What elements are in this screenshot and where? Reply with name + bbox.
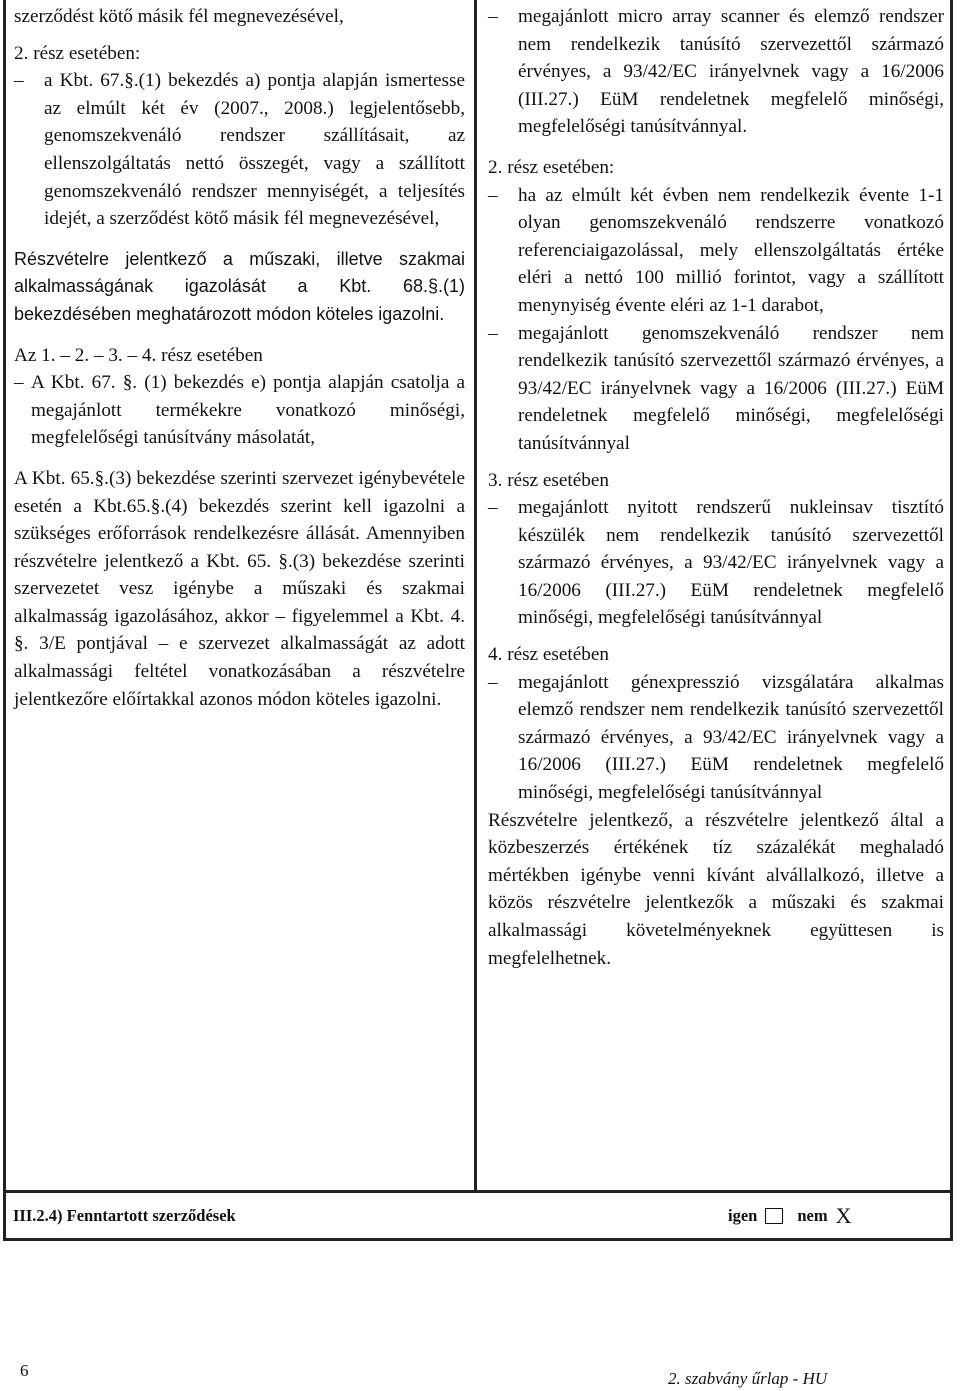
dash-bullet: – [488, 6, 498, 27]
dash-bullet: – [14, 372, 24, 394]
right-part2-item-2 [488, 320, 944, 458]
dash-bullet: – [488, 671, 498, 693]
yes-label: igen [728, 1206, 758, 1225]
reserved-contracts-options [728, 1203, 852, 1228]
right-top-item-text: megajánlott micro array scanner és elemző rendszer nem rendelkezik tanúsító szervezettől származó érvényes, a 93/42/EC irányelvnek vagy a 16/2006 (III.27.) EüM rendeletnek megfelelő minőségi, megfelelőségi tanúsítvánnyal. [518, 6, 944, 138]
right-part3-item-text: megajánlott nyitott rendszerű nukleinsav tisztító készülék nem rendelkezik tanúsító szervezettől származó érvényes, a 93/42/EC irányelvnek vagy a 16/2006 (III.27.) EüM rendeletnek megfelelő minőségi, megfelelőségi tanúsítvánnyal [518, 497, 944, 629]
right-part4-heading: 4. rész esetében [488, 644, 609, 666]
right-part2-heading: 2. rész esetében: [488, 156, 615, 178]
left-continued-line: szerződést kötő másik fél megnevezésével, [14, 6, 344, 27]
right-top-item [488, 3, 944, 141]
row-divider [3, 1190, 953, 1193]
page-number: 6 [20, 1361, 29, 1380]
no-checked-mark[interactable]: X [835, 1203, 852, 1228]
left-part2-item [14, 67, 465, 233]
column-divider [474, 0, 477, 1190]
dash-bullet: – [488, 497, 498, 519]
dash-bullet: – [14, 70, 24, 92]
left-part2-item-text: a Kbt. 67.§.(1) bekezdés a) pontja alapján ismertesse az elmúlt két év (2007., 2008.) legjelentősebb, genomszekvenáló rendszer szállításait, az ellenszolgáltatás nettó összegét, vagy a szállított genomszekvenáló rendszer mennyiségét, a teljesítés idejét, a szerződést kötő másik fél megnevezésével, [44, 70, 465, 230]
right-column [488, 3, 944, 972]
right-part2-item-1-text: ha az elmúlt két évben nem rendelkezik évente 1-1 olyan genomszekvenáló rendszerre vonatkozó referenciaigazolással, mely ellenszolgáltatás értéke eléri a nettó 100 millió forintot, vagy a szállított menynyiség évente eléri az 1-1 darabot, [518, 184, 944, 316]
right-part4-item [488, 669, 944, 807]
left-parts-item-text: A Kbt. 67. §. (1) bekezdés e) pontja alapján csatolja a megajánlott termékekre vonatkozó minőségi, megfelelőségi tanúsítvány másolatát, [31, 372, 465, 449]
dash-bullet: – [488, 322, 498, 344]
right-part2-item-1 [488, 182, 944, 320]
right-part3-item [488, 494, 944, 632]
left-paragraph-1: Részvételre jelentkező a műszaki, illetve szakmai alkalmasságának igazolását a Kbt. 68.§.(1) bekezdésében meghatározott módon köteles igazolni. [14, 248, 465, 324]
yes-checkbox[interactable] [765, 1208, 783, 1224]
dash-bullet: – [488, 184, 498, 206]
right-part4-item-text: megajánlott génexpresszió vizsgálatára alkalmas elemző rendszer nem rendelkezik tanúsító szervezettől származó érvényes, a 93/42/EC irányelvnek vagy a 16/2006 (III.27.) EüM rendeletnek megfelelő minőségi, megfelelőségi tanúsítvánnyal [518, 671, 944, 804]
no-label: nem [797, 1206, 828, 1225]
reserved-contracts-title: III.2.4) Fenntartott szerződések [13, 1206, 236, 1225]
right-paragraph-end: Részvételre jelentkező, a részvételre jelentkező által a közbeszerzés értékének tíz százalékát meghaladó mértékben igénybe venni kívánt alvállalkozó, illetve a közös részvételre jelentkezők a műszaki és szakmai alkalmassági követelményeknek együttesen is megfelelhetnek. [488, 809, 944, 969]
right-part3-heading: 3. rész esetében [488, 469, 609, 491]
left-part2-heading: 2. rész esetében: [14, 42, 141, 64]
left-parts-heading: Az 1. – 2. – 3. – 4. rész esetében [14, 344, 263, 366]
form-identifier: 2. szabvány űrlap - HU [668, 1369, 828, 1388]
right-part2-item-2-text: megajánlott genomszekvenáló rendszer nem rendelkezik tanúsító szervezettől származó érvényes, a 93/42/EC irányelvnek vagy a 16/2006 (III.27.) EüM rendeletnek megfelelő minőségi, megfelelőségi tanúsítvánnyal [518, 322, 944, 454]
left-paragraph-2: A Kbt. 65.§.(3) bekezdése szerinti szervezet igénybevétele esetén a Kbt.65.§.(4) bekezdés szerint kell igazolni a szükséges erőforrások rendelkezésre állását. Amennyiben részvételre jelentkező a Kbt. 65. §.(3) bekezdése szerinti szervezetet vesz igénybe a műszaki és szakmai alkalmasság igazolásához, akkor – figyelemmel a Kbt. 4. §. 3/E pontjával – e szervezet alkalmasságát az adott alkalmassági feltétel vonatkozásában a részvételre jelentkezőre előírtakkal azonos módon köteles igazolni. [14, 467, 465, 710]
left-parts-item [14, 369, 465, 452]
left-column [14, 3, 465, 713]
reserved-contracts-row [13, 1204, 943, 1232]
